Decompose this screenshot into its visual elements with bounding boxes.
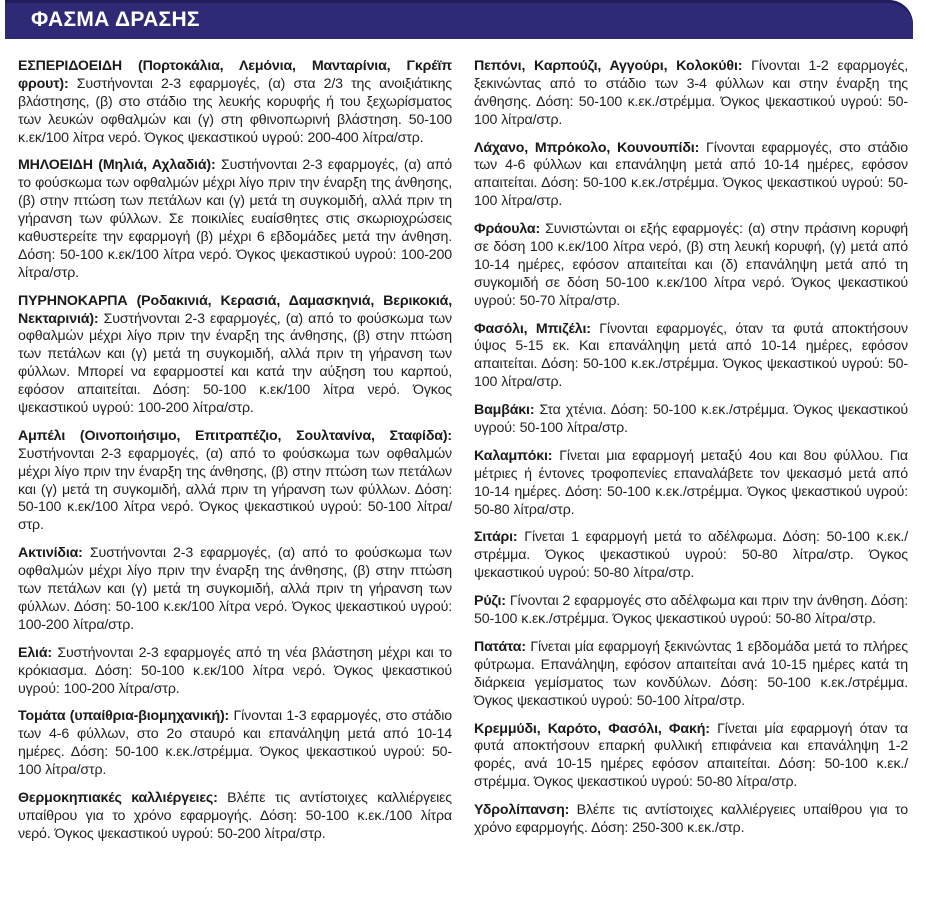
crop-section [474,402,908,438]
crop-section-body: Γίνεται μια εφαρμογή μεταξύ 4ου και 8ου φύλλου. Για μέτριες ή έντονες τροφοπενίες επαναλάβετε τον ψεκασμό μετά από 10-14 ημέρες. Δόση: 50-100 κ.εκ./στρέμμα. Όγκος ψεκαστικού υγρού: 50-80 λίτρα/στρ. [474,447,908,518]
crop-section [474,639,908,711]
crop-section [474,721,908,793]
crop-section [474,529,908,583]
crop-section-body: Συστήνονται 2-3 εφαρμογές, (α) από το φούσκωμα των οφθαλμών μέχρι λίγο πριν την έναρξη της άνθησης, (β) στην πτώση των πετάλων και (γ) μετά τη συγκομιδή, αλλά πριν τη γήρανση των φύλλων. Μπορεί να εφαρμοστεί και κατά την αύξηση του καρπού, εφόσον απαιτείται. Δόση: 50-100 κ.εκ/100 λίτρα νερό. Όγκος ψεκαστικού υγρού: 100-200 λίτρα/στρ. [18,310,452,417]
crop-section [474,221,908,310]
crop-section-body: Γίνονται 2 εφαρμογές στο αδέλφωμα και πριν την άνθηση. Δόση: 50-100 κ.εκ./στρέμμα. Όγκος ψεκαστικού υγρού: 50-80 λίτρα/στρ. [474,593,908,628]
crop-section-title: Τομάτα (υπαίθρια-βιομηχανική): [18,708,230,725]
crop-section-body: Γίνεται μία εφαρμογή ξεκινώντας 1 εβδομάδα μετά το πλήρες φύτρωμα. Επανάληψη, εφόσον απαιτείται ανά 10-15 ημέρες κατά τη διάρκεια γεμίσματος των κονδύλων. Δόση: 50-100 κ.εκ./στρέμμα. Όγκος ψεκαστικού υγρού: 50-100 λίτρα/στρ. [474,638,908,709]
crop-section-body: Στα χτένια. Δόση: 50-100 κ.εκ./στρέμμα. Όγκος ψεκαστικού υγρού: 50-100 λίτρα/στρ. [474,402,908,437]
page-title: ΦΑΣΜΑ ΔΡΑΣΗΣ [31,7,200,31]
crop-section [18,293,452,418]
crop-section [18,790,452,844]
column-right [474,58,908,854]
crop-section [474,321,908,393]
spectrum-content [18,58,908,854]
crop-section-body: Συστήνονται 2-3 εφαρμογές, (α) από το φούσκωμα των οφθαλμών μέχρι λίγο πριν την έναρξη της άνθησης, (β) στην πτώση των πετάλων και (γ) μετά τη συγκομιδή, αλλά πριν τη γήρανση των φύλλων. Δόση: 50-100 κ.εκ/100 λίτρα νερό. Όγκος ψεκαστικού υγρού: 50-100 λίτρα/στρ. [18,445,452,534]
crop-section-title: Σιτάρι: [474,529,518,546]
crop-section [474,593,908,629]
crop-section [18,708,452,780]
crop-section [18,645,452,699]
crop-section-title: Πεπόνι, Καρπούζι, Αγγούρι, Κολοκύθι: [474,58,743,74]
crop-section-title: Φράουλα: [474,221,541,238]
crop-section-title: ΜΗΛΟΕΙΔΗ (Μηλιά, Αχλαδιά): [18,157,216,174]
crop-section-title: Ελιά: [18,644,52,661]
crop-section [474,58,908,130]
column-left [18,58,452,854]
crop-section-title: Ρύζι: [474,593,506,610]
crop-section-title: Ακτινίδια: [18,545,83,562]
crop-section-body: Γίνονται εφαρμογές, στο στάδιο των 4-6 φύλλων και επανάληψη μετά από 10-14 ημέρες, εφόσον απαιτείται. Δόση: 50-100 κ.εκ./στρέμμα. Όγκος ψεκαστικού υγρού: 50-100 λίτρα/στρ. [474,139,908,210]
crop-section-body: Συστήνονται 2-3 εφαρμογές, (α) από το φούσκωμα των οφθαλμών μέχρι λίγο πριν την έναρξη της άνθησης, (β) στην πτώση των πετάλων και (γ) μετά τη συγκομιδή, αλλά πριν τη γήρανση των φύλλων. Σε ποικιλίες ευαίσθητες στις σκωριοχρώσεις καθυστερείτε την εφαρμογή (β) μέχρι 6 εβδομάδες μετά την άνθηση. Δόση: 50-100 κ.εκ/100 λίτρα νερό. Όγκος ψεκαστικού υγρού: 100-200 λίτρα/στρ. [18,157,452,281]
crop-section-body: Βλέπε τις αντίστοιχες καλλιέργειες υπαίθρου για το χρόνο εφαρμογής. Δόση: 250-300 κ.εκ./στρ. [474,802,908,836]
crop-section-title: Λάχανο, Μπρόκολο, Κουνουπίδι: [474,139,700,156]
crop-section-title: ΠΥΡΗΝΟΚΑΡΠΑ (Ροδακινιά, Κερασιά, Δαμασκηνιά, Βερικοκιά, Νεκταρινιά): [18,292,452,327]
crop-section-title: Αμπέλι (Οινοποιήσιμο, Επιτραπέζιο, Σουλτανίνα, Σταφίδα): [18,427,452,444]
crop-section-title: Θερμοκηπιακές καλλιέργειες: [18,789,218,806]
crop-section-title: Υδρολίπανση: [474,802,570,819]
crop-section-body: Συνιστώνται οι εξής εφαρμογές: (α) στην πράσινη κορυφή σε δόση 100 κ.εκ/100 λίτρα νερό, (β) στη λευκή κορυφή, (γ) μετά από 10-14 ημέρες, εφόσον απαιτείται και (δ) επανάληψη μετά από τη συγκομιδή σε δόση 50-100 κ.εκ/100 λίτρα νερό. Όγκος ψεκαστικού υγρού: 50-70 λίτρα/στρ. [474,221,908,309]
crop-section [474,802,908,838]
crop-section [474,448,908,520]
crop-section-body: Γίνεται 1 εφαρμογή μετά το αδέλφωμα. Δόση: 50-100 κ.εκ./στρέμμα. Όγκος ψεκαστικού υγρού: 50-80 λίτρα/στρ. Όγκος ψεκαστικού υγρού: 50-80 λίτρα/στρ. [474,529,908,582]
crop-section-body: Συστήνονται 2-3 εφαρμογές από τη νέα βλάστηση μέχρι και το κρόκιασμα. Δόση: 50-100 κ.εκ/100 λίτρα νερό. Όγκος ψεκαστικού υγρού: 100-200 λίτρα/στρ. [18,644,452,697]
crop-section-body: Γίνεται μία εφαρμογή όταν τα φυτά αποκτήσουν επαρκή φυλλική επιφάνεια και επανάληψη 1-2 φορές, ανά 10-15 ημέρες εφόσον απαιτείται. Δόση: 50-100 κ.εκ./στρέμμα. Όγκος ψεκαστικού υγρού: 50-80 λίτρα/στρ. [474,720,908,791]
crop-section-body: Συστήνονται 2-3 εφαρμογές, (α) από το φούσκωμα των οφθαλμών μέχρι λίγο πριν την έναρξη της άνθησης, (β) στην πτώση των πετάλων και (γ) μετά τη συγκομιδή, αλλά πριν τη γήρανση των φύλλων. Δόση: 50-100 κ.εκ/100 λίτρα νερό. Όγκος ψεκαστικού υγρού: 100-200 λίτρα/στρ. [18,545,452,633]
crop-section-title: Φασόλι, Μπιζέλι: [474,320,591,337]
crop-section-body: Γίνονται 1-2 εφαρμογές, ξεκινώντας από το στάδιο των 3-4 φύλλων και στην έναρξη της άνθησης. Δόση: 50-100 κ.εκ./στρέμμα. Όγκος ψεκαστικού υγρού: 50-100 λίτρα/στρ. [474,58,908,128]
crop-section-body: Γίνονται 1-3 εφαρμογές, στο στάδιο των 4-6 φύλλων, στο 2ο σταυρό και επανάληψη μετά από 10-14 ημέρες. Δόση: 50-100 κ.εκ./στρέμμα. Όγκος ψεκαστικού υγρού: 50-100 λίτρα/στρ. [18,708,452,779]
crop-section-title: Βαμβάκι: [474,402,535,419]
crop-section-body: Συστήνονται 2-3 εφαρμογές, (α) στα 2/3 της ανοιξιάτικης βλάστησης, (β) στο στάδιο της λευκής κορυφής ή του ξεχωρίσματος των λευκών οφθαλμών και (γ) στη φθινοπωρινή βλάστηση. 50-100 κ.εκ/100 λίτρα νερό. Όγκος ψεκαστικού υγρού: 200-400 λίτρα/στρ. [18,75,452,146]
header-bar [5,0,913,39]
crop-section-title: Καλαμπόκι: [474,447,553,464]
crop-section-title: ΕΣΠΕΡΙΔΟΕΙΔΗ (Πορτοκάλια, Λεμόνια, Μανταρίνια, Γκρέϊπ φρουτ): [18,58,452,92]
crop-section-body: Γίνονται εφαρμογές, όταν τα φυτά αποκτήσουν ύψος 5-15 εκ. Και επανάληψη μετά από 10-14 ημέρες, εφόσον απαιτείται. Δόση: 50-100 κ.εκ./στρέμμα. Όγκος ψεκαστικού υγρού: 50-100 λίτρα/στρ. [474,320,908,391]
crop-section [18,58,452,147]
crop-section [18,545,452,634]
crop-section-title: Πατάτα: [474,638,526,655]
crop-section [18,428,452,535]
crop-section [18,157,452,282]
crop-section-title: Κρεμμύδι, Καρότο, Φασόλι, Φακή: [474,720,710,737]
crop-section [474,140,908,212]
crop-section-body: Βλέπε τις αντίστοιχες καλλιέργειες υπαίθρου για το χρόνο εφαρμογής. Δόση: 50-100 κ.εκ./100 λίτρα νερό. Όγκος ψεκαστικού υγρού: 50-200 λίτρα/στρ. [18,789,452,842]
